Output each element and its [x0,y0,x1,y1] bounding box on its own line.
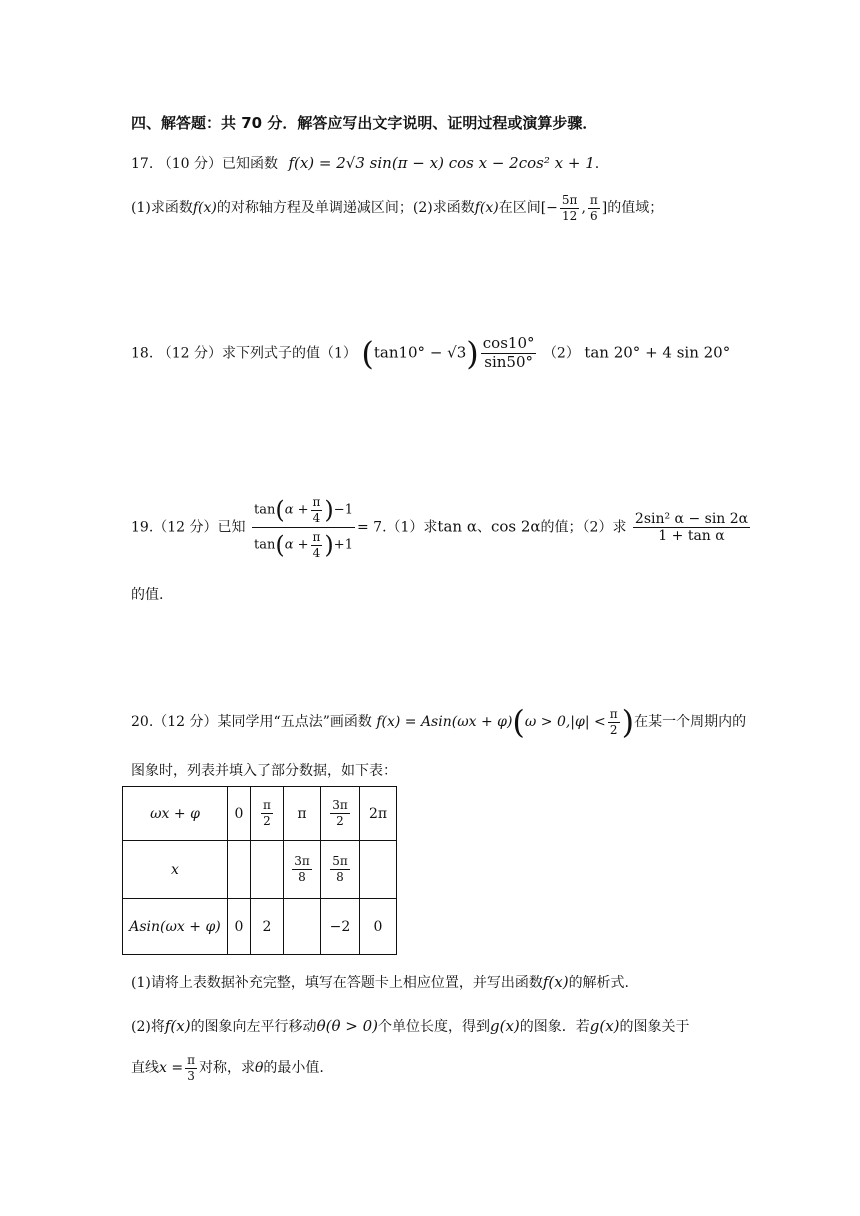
section-heading: 四、解答题：共 70 分．解答应写出文字说明、证明过程或演算步骤． [131,114,598,132]
q18-points: （12 分） [157,345,222,362]
q17-interval-frac1: $\frac{5\pi}{12}$ [561,193,578,223]
q17-points: （10 分） [157,156,222,172]
table-row-header: ωx + φ [123,787,228,841]
q20-points: （12 分） [153,714,218,730]
table-cell: −2 [321,899,360,955]
q17-interval-close: ] [601,200,608,217]
q19-line2: 的值. [131,587,164,603]
q19-main-frac: tan(α + $\frac{\pi}{4}$ )−1 tan(α + $\frac{\pi}{4}$ )+1 [253,495,353,560]
q17-number: 17. [131,156,154,172]
q20-part3-a: 直线 [131,1060,159,1077]
q20-part2-fx: f(x) [164,1017,191,1035]
q18-intro: 求下列式子的值（1） [221,345,357,362]
table-row-header: x [123,841,228,899]
q17-part1-rest: 的对称轴方程及单调递减区间；(2)求函数 [216,200,475,217]
q20-number: 20. [131,714,154,730]
q20-part3-c: 的最小值. [263,1060,324,1077]
q19-sep: 、 [476,519,491,536]
question-18: 18. （12 分）求下列式子的值（1） (tan10° − √3) $\frac{\cos 10^\circ}{\sin 50^\circ}$ （2） tan 20° + 4 sin 20° [131,334,731,373]
q19-after: .（1）求 [382,519,438,536]
q20-theta2: θ [254,1060,264,1077]
table-cell: 0 [228,787,251,841]
q17-part2-fx: f(x) [474,200,499,217]
q20-part1-fx: f(x) [542,973,569,991]
q19-intro: 已知 [217,519,246,536]
q20-x-eq: x = [159,1060,184,1077]
q17-interval-frac2: $\frac{\pi}{6}$ [589,193,598,223]
q20-intro-end: 在某一个周期内的 [634,714,747,730]
question-19 [131,496,752,559]
question-17-line2 [131,194,663,222]
table-cell: $\frac{5\pi}{8}$ [321,841,360,899]
q17-part2-mid: 在区间 [498,200,541,217]
q19-tan-alpha: tan α [437,517,477,536]
q20-part2-a: (2)将 [131,1019,165,1035]
q19-number: 19. [131,519,154,536]
table-cell [251,841,284,899]
q17-interval-comma: , [581,200,586,217]
q18-number: 18. [131,345,154,362]
table-row [123,841,397,899]
question-17-line1 [131,153,599,173]
q20-part3 [131,1054,324,1082]
table-cell: 2 [251,899,284,955]
q20-func: f(x) = Asin(ωx + φ) [376,714,513,730]
table-cell [228,841,251,899]
q19-points: （12 分） [153,519,218,536]
q20-intro: 某同学用“五点法”画函数 [217,714,372,730]
q20-part1-b: 的解析式. [568,975,630,991]
q17-interval-open: [− [540,200,558,217]
q20-part2-e: 的图象关于 [619,1019,690,1035]
table-row [123,899,397,955]
table-cell: $\frac{\pi}{2}$ [251,787,284,841]
table-cell: 0 [360,899,397,955]
q17-part1-fx: f(x) [192,200,217,217]
q20-line2: 图象时，列表并填入了部分数据，如下表： [131,763,397,779]
q17-part1: (1)求函数 [131,200,193,217]
q20-gx2: g(x) [589,1017,620,1035]
q19-cos2a: cos 2α [490,517,541,536]
q20-part2-b: 的图象向左平行移动 [190,1019,317,1035]
table-row [123,787,397,841]
q20-theta: θ(θ > 0) [316,1017,378,1035]
table-cell: 0 [228,899,251,955]
q20-part2-c: 个单位长度，得到 [377,1019,490,1035]
q20-cond-frac: $\frac{\pi}{2}$ [609,706,618,737]
q17-end: . [594,156,600,172]
q18-label2: （2） [542,345,580,362]
q20-part1 [131,972,629,992]
question-20-line1: 20.（12 分）某同学用“五点法”画函数 f(x) = Asin(ωx + φ)(ω > 0,|φ| < $\frac{\pi}{2}$ )在某一个周期内的 [131,703,747,741]
q20-gx1: g(x) [489,1017,520,1035]
q19-target-frac: $\frac{\text{2sin² α − sin 2α}}{\text{1 + tan α}}$ [634,510,749,545]
q20-x-frac: $\frac{\pi}{3}$ [187,1053,195,1083]
table-cell [360,841,397,899]
q18-expr1-frac: $\frac{\cos 10^\circ}{\sin 50^\circ}$ [482,334,535,371]
q17-intro: 已知函数 [221,156,278,172]
q20-part2-d: 的图象．若 [519,1019,590,1035]
q20-cond: ω > 0,|φ| < [524,714,606,730]
q20-part2 [131,1016,690,1036]
table-cell: π [284,787,321,841]
q17-part2-end: 的值域； [607,200,664,217]
table-row-header: Asin(ωx + φ) [123,899,228,955]
q18-expr1-paren: tan10° − √3 [373,343,467,362]
five-point-table [122,786,397,955]
q17-formula: f(x) = 2√3 sin(π − x) cos x − 2cos² x + 1 [288,154,595,172]
q19-equals: = 7 [356,519,383,536]
table-cell: $\frac{3\pi}{8}$ [284,841,321,899]
table-cell: $\frac{3\pi}{2}$ [321,787,360,841]
table-cell [284,899,321,955]
q18-expr2: tan 20° + 4 sin 20° [584,343,731,362]
q20-part3-b: 对称，求 [198,1060,255,1077]
table-cell: 2π [360,787,397,841]
q19-after2: 的值；（2）求 [540,519,627,536]
q20-part1-a: (1)请将上表数据补充完整，填写在答题卡上相应位置，并写出函数 [131,975,543,991]
